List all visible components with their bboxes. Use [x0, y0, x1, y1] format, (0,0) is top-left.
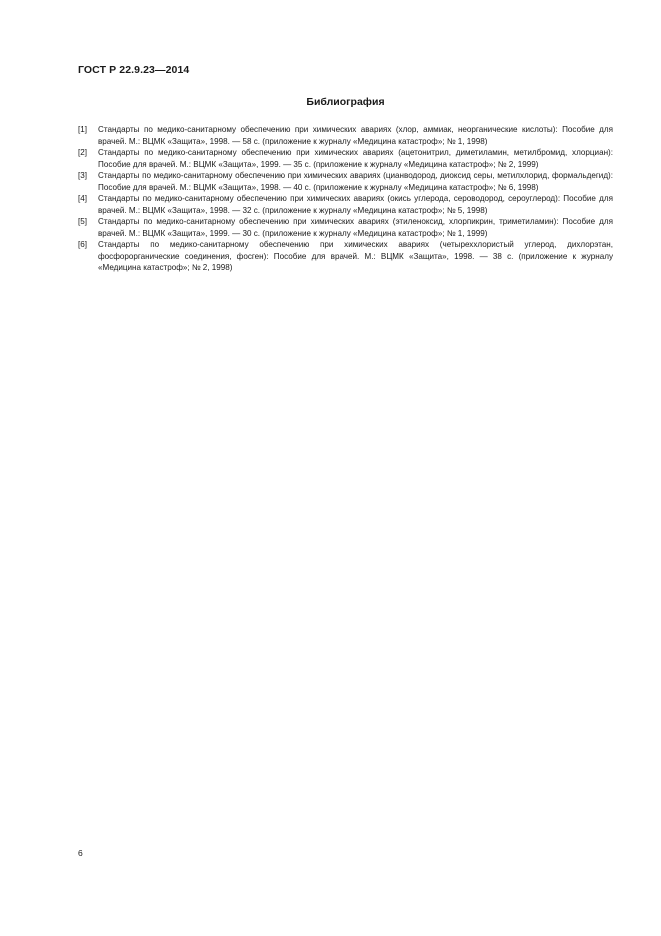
bibliography-item	[78, 193, 613, 216]
reference-text: Стандарты по медико-санитарному обеспечению при химических авариях (четыреххлористый углерод, дихлорэтан, фосфорорганические соединения, фосген): Пособие для врачей. М.: ВЦМК «Защита», 1998. — 38 с. (приложение к журналу «Медицина катастроф»; № 2, 1998)	[98, 240, 613, 272]
reference-number: [1]	[78, 125, 87, 134]
bibliography-item	[78, 239, 613, 274]
bibliography-item	[78, 170, 613, 193]
reference-text: Стандарты по медико-санитарному обеспечению при химических авариях (этиленоксид, хлорпикрин, триметиламин): Пособие для врачей. М.: ВЦМК «Защита», 1999. — 30 с. (приложение к журналу «Медицина катастроф»; № 1, 1999)	[98, 217, 613, 238]
reference-number: [3]	[78, 171, 87, 180]
bibliography-item	[78, 147, 613, 170]
bibliography-item	[78, 124, 613, 147]
reference-number: [4]	[78, 194, 87, 203]
reference-text: Стандарты по медико-санитарному обеспечению при химических авариях (хлор, аммиак, неорганические кислоты): Пособие для врачей. М.: ВЦМК «Защита», 1998. — 58 с. (приложение к журналу «Медицина катастроф»; № 1, 1998)	[98, 125, 613, 146]
document-code: ГОСТ Р 22.9.23—2014	[78, 64, 190, 76]
bibliography-item	[78, 216, 613, 239]
reference-number: [5]	[78, 217, 87, 226]
reference-number: [6]	[78, 240, 87, 249]
reference-text: Стандарты по медико-санитарному обеспечению при химических авариях (окись углерода, сероводород, сероуглерод): Пособие для врачей. М.: ВЦМК «Защита», 1998. — 32 с. (приложение к журналу «Медицина катастроф»; № 5, 1998)	[98, 194, 613, 215]
page-number: 6	[78, 848, 83, 858]
bibliography-title: Библиография	[306, 96, 385, 108]
reference-text: Стандарты по медико-санитарному обеспечению при химических авариях (цианводород, диоксид серы, метилхлорид, формальдегид): Пособие для врачей. М.: ВЦМК «Защита», 1998. — 40 с. (приложение к журналу «Медицина катастроф»; № 6, 1998)	[98, 171, 613, 192]
reference-text: Стандарты по медико-санитарному обеспечению при химических авариях (ацетонитрил, диметиламин, метилбромид, хлорциан): Пособие для врачей. М.: ВЦМК «Защита», 1999. — 35 с. (приложение к журналу «Медицина катастроф»; № 2, 1999)	[98, 148, 613, 169]
reference-number: [2]	[78, 148, 87, 157]
bibliography-list	[78, 124, 613, 274]
